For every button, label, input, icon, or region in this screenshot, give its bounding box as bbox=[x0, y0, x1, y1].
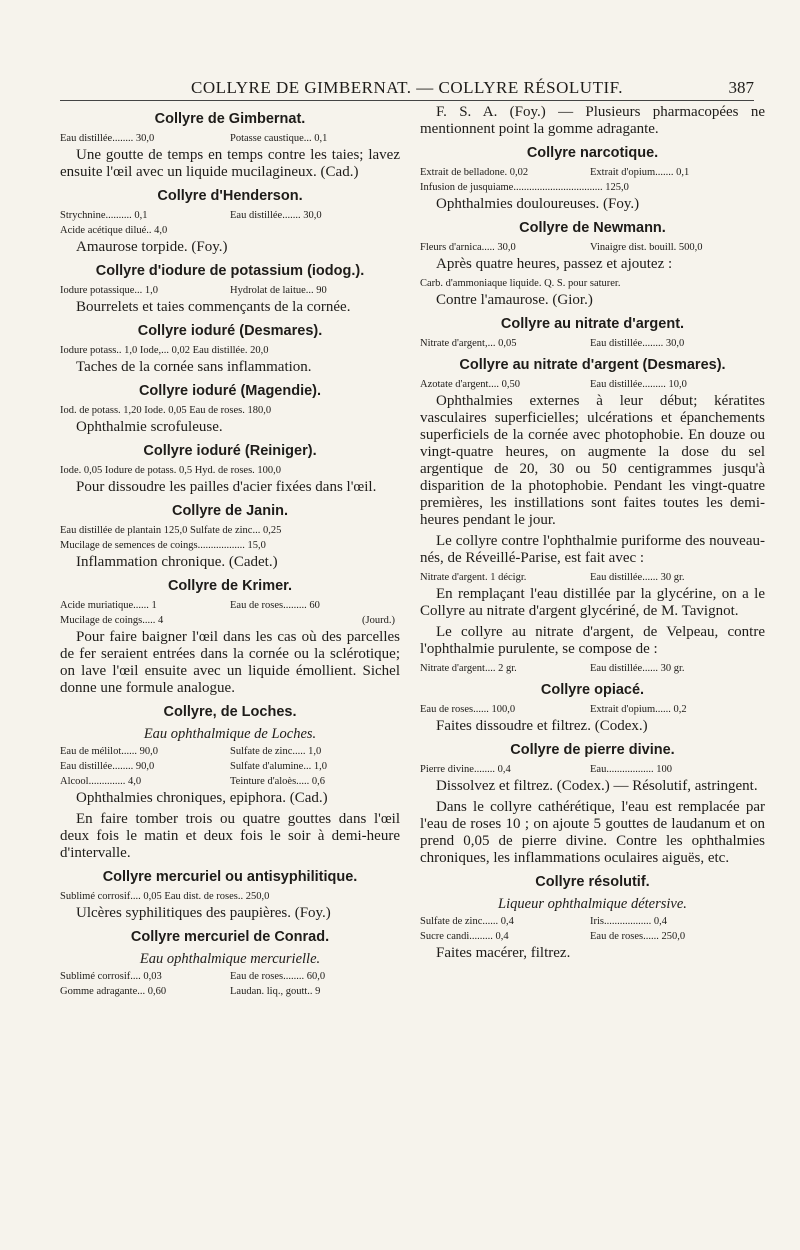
paragraph: Contre l'amaurose. (Gior.) bbox=[436, 292, 593, 308]
ingredient-row: Iodure potass.. 1,0 Iode,... 0,02 Eau distillée. 20,0 bbox=[60, 345, 269, 356]
ingredient-row: Mucilage de coings..... 4 (Jourd.) bbox=[60, 615, 395, 626]
ingredient-row: Sublimé corrosif.... 0,03 Eau de roses........ 60,0 bbox=[60, 971, 326, 982]
paragraph: Le collyre contre l'ophthalmie puriforme des nouveau-nés, de Réveillé-Parise, est fait avec : bbox=[420, 533, 765, 566]
ingredient-row: Strychnine.......... 0,1 Eau distillée....... 30,0 bbox=[60, 210, 322, 221]
paragraph: Le collyre au nitrate d'argent, de Velpeau, contre l'ophthalmie purulente, se compose de : bbox=[420, 624, 765, 657]
paragraph: En faire tomber trois ou quatre gouttes dans l'œil deux fois le matin et deux fois le soir à demi-heure d'intervalle. bbox=[60, 811, 400, 861]
section-title: Collyre ioduré (Desmares). bbox=[137, 323, 323, 339]
section-title: Collyre d'iodure de potassium (iodog.). bbox=[95, 263, 365, 279]
paragraph: Ulcères syphilitiques des paupières. (Foy.) bbox=[76, 905, 331, 921]
section-title: Collyre résolutif. bbox=[535, 874, 650, 890]
section-title: Collyre de Gimbernat. bbox=[154, 111, 306, 127]
section-title: Collyre de pierre divine. bbox=[510, 742, 675, 758]
ingredient-row: Eau distillée de plantain 125,0 Sulfate de zinc... 0,25 bbox=[60, 525, 282, 536]
section-subtitle: Liqueur ophthalmique détersive. bbox=[498, 896, 687, 912]
section-title: Collyre de Janin. bbox=[171, 503, 289, 519]
ingredient-row: Azotate d'argent.... 0,50 Eau distillée......... 10,0 bbox=[420, 379, 687, 390]
section-title: Collyre de Krimer. bbox=[167, 578, 293, 594]
ingredient-row: Eau distillée........ 30,0 Potasse caustique... 0,1 bbox=[60, 133, 328, 144]
section-title: Collyre ioduré (Magendie). bbox=[138, 383, 322, 399]
ingredient-row: Iod. de potass. 1,20 Iode. 0,05 Eau de roses. 180,0 bbox=[60, 405, 272, 416]
ingredient-row: Gomme adragante... 0,60 Laudan. liq., goutt.. 9 bbox=[60, 986, 321, 997]
paragraph: Après quatre heures, passez et ajoutez : bbox=[436, 256, 673, 272]
section-title: Collyre de Newmann. bbox=[519, 220, 666, 236]
paragraph: Ophthalmies externes à leur début; kératites vasculaires superficielles; ulcérations et épanchements superficiels de la cornée avec photophobie. En douze ou vingt-quatre heures, on augmente la dose du sel argentique de 20, 30 ou 50 centigrammes jusqu'à disparition de la photophobie. Pendant les vingt-quatre premières, les instillations sont faites toutes les demi-heures pendant le jour. bbox=[420, 393, 765, 528]
ingredient-row: Nitrate d'argent,... 0,05 Eau distillée........ 30,0 bbox=[420, 338, 685, 349]
paragraph: Dissolvez et filtrez. (Codex.) — Résolutif, astringent. bbox=[436, 778, 758, 794]
page-header bbox=[60, 70, 754, 101]
ingredient-row: Eau distillée........ 90,0 Sulfate d'alumine... 1,0 bbox=[60, 761, 327, 772]
ingredient-row: Acide muriatique...... 1 Eau de roses......... 60 bbox=[60, 600, 320, 611]
section-title: Collyre mercuriel ou antisyphilitique. bbox=[102, 869, 358, 885]
ingredient-row: Extrait de belladone. 0,02 Extrait d'opium....... 0,1 bbox=[420, 167, 690, 178]
section-title: Collyre d'Henderson. bbox=[157, 188, 303, 204]
page-number: 387 bbox=[728, 78, 754, 97]
running-title: COLLYRE DE GIMBERNAT. — COLLYRE RÉSOLUTIF. bbox=[191, 78, 623, 97]
ingredient-row: Sulfate de zinc...... 0,4 Iris.................. 0,4 bbox=[420, 916, 667, 927]
section-title: Collyre, de Loches. bbox=[163, 704, 297, 720]
ingredient-row: Nitrate d'argent. 1 décigr. Eau distillée...... 30 gr. bbox=[420, 572, 685, 583]
section-title: Collyre au nitrate d'argent. bbox=[500, 316, 685, 332]
paragraph: Pour faire baigner l'œil dans les cas où des parcelles de fer seraient entrées dans la cornée ou la sclérotique; on lave l'œil ensuite avec un liquide émollient. Sichel donne une formule analogue. bbox=[60, 629, 400, 696]
ingredient-row: Carb. d'ammoniaque liquide. Q. S. pour saturer. bbox=[420, 278, 621, 289]
section-title: Collyre mercuriel de Conrad. bbox=[130, 929, 330, 945]
ingredient-row: Acide acétique dilué.. 4,0 bbox=[60, 225, 168, 236]
paragraph: Dans le collyre cathérétique, l'eau est remplacée par l'eau de roses 10 ; on ajoute 5 gouttes de laudanum et on prend 0,05 de pierre divine. Contre les ophthalmies chroniques, les inflammations oculaires aiguës, etc. bbox=[420, 799, 765, 866]
ingredient-row: Mucilage de semences de coings.................. 15,0 bbox=[60, 540, 266, 551]
section-title: Collyre ioduré (Reiniger). bbox=[143, 443, 317, 459]
ingredient-row: Iodure potassique... 1,0 Hydrolat de laitue... 90 bbox=[60, 285, 327, 296]
right-column bbox=[420, 104, 765, 966]
section-subtitle: Eau ophthalmique de Loches. bbox=[143, 726, 317, 742]
ingredient-row: Infusion de jusquiame.................................. 125,0 bbox=[420, 182, 629, 193]
section-title: Collyre au nitrate d'argent (Desmares). bbox=[459, 357, 726, 373]
paragraph: Taches de la cornée sans inflammation. bbox=[76, 359, 312, 375]
left-column bbox=[60, 104, 400, 1000]
section-subtitle: Eau ophthalmique mercurielle. bbox=[139, 951, 321, 967]
ingredient-row: Sublimé corrosif.... 0,05 Eau dist. de roses.. 250,0 bbox=[60, 891, 270, 902]
paragraph: Faites macérer, filtrez. bbox=[436, 945, 571, 961]
paragraph: Bourrelets et taies commençants de la cornée. bbox=[76, 299, 351, 315]
paragraph: Ophthalmie scrofuleuse. bbox=[76, 419, 223, 435]
ingredient-row: Iode. 0,05 Iodure de potass. 0,5 Hyd. de roses. 100,0 bbox=[60, 465, 282, 476]
section-title: Collyre narcotique. bbox=[526, 145, 659, 161]
ingredient-row: Pierre divine........ 0,4 Eau.................. 100 bbox=[420, 764, 672, 775]
paragraph: F. S. A. (Foy.) — Plusieurs pharmacopées ne mentionnent point la gomme adragante. bbox=[420, 104, 765, 137]
paragraph: Faites dissoudre et filtrez. (Codex.) bbox=[436, 718, 648, 734]
ingredient-row: Alcool.............. 4,0 Teinture d'aloès..... 0,6 bbox=[60, 776, 326, 787]
ingredient-row: Nitrate d'argent.... 2 gr. Eau distillée...... 30 gr. bbox=[420, 663, 685, 674]
paragraph: En remplaçant l'eau distillée par la glycérine, on a le Collyre au nitrate d'argent glycériné, de M. Tavignot. bbox=[420, 586, 765, 619]
paragraph: Ophthalmies douloureuses. (Foy.) bbox=[436, 196, 640, 212]
paragraph: Ophthalmies chroniques, epiphora. (Cad.) bbox=[76, 790, 328, 806]
ingredient-row: Sucre candi......... 0,4 Eau de roses...... 250,0 bbox=[420, 931, 686, 942]
ingredient-row: Eau de mélilot...... 90,0 Sulfate de zinc..... 1,0 bbox=[60, 746, 322, 757]
paragraph: Une goutte de temps en temps contre les taies; lavez ensuite l'œil avec un liquide mucilagineux. (Cad.) bbox=[60, 147, 400, 180]
ingredient-row: Eau de roses...... 100,0 Extrait d'opium...... 0,2 bbox=[420, 704, 687, 715]
ingredient-row: Fleurs d'arnica..... 30,0 Vinaigre dist. bouill. 500,0 bbox=[420, 242, 703, 253]
paragraph: Pour dissoudre les pailles d'acier fixées dans l'œil. bbox=[76, 479, 377, 495]
section-title: Collyre opiacé. bbox=[540, 682, 645, 698]
paragraph: Inflammation chronique. (Cadet.) bbox=[76, 554, 278, 570]
paragraph: Amaurose torpide. (Foy.) bbox=[76, 239, 228, 255]
